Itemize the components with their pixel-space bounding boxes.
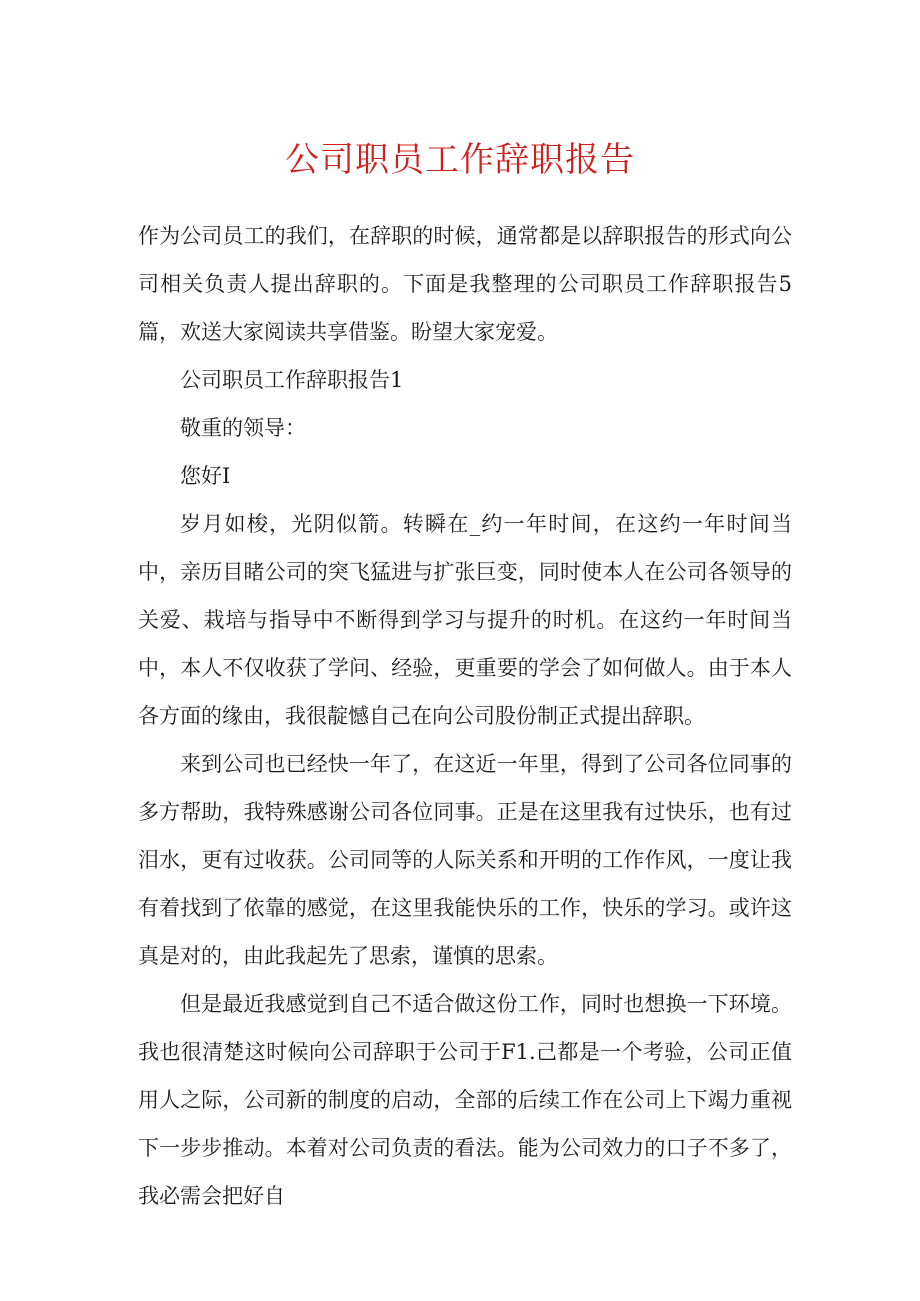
document-title: 公司职员工作辞职报告 [285,140,635,180]
body-paragraph: 但是最近我感觉到自己不适合做这份工作，同时也想换一下环境。我也很清楚这时候向公司辞职于公司于F1.己都是一个考验，公司正值用人之际，公司新的制度的启动，全部的后续工作在公司上下竭力重视下一步步推动。本着对公司负责的看法。能为公司效力的口子不多了，我必需会把好自 [138,992,792,1208]
body-paragraph: 岁月如梭，光阴似箭。转瞬在_约一年时间，在这约一年时间当中，亲历目睹公司的突飞猛进与扩张巨变，同时使本人在公司各领导的关爱、栽培与指导中不断得到学习与提升的时机。在这约一年时间当中，本人不仅收获了学问、经验，更重要的学会了如何做人。由于本人各方面的缘由，我很靛憾自己在向公司股份制正式提出辞职。 [138,512,792,728]
document-body [138,212,792,1220]
greeting: 您好I [180,464,231,488]
intro-paragraph: 作为公司员工的我们，在辞职的时候，通常都是以辞职报告的形式向公司相关负责人提出辞职的。下面是我整理的公司职员工作辞职报告5篇，欢送大家阅读共享借鉴。盼望大家宠爱。 [138,224,792,344]
body-paragraph: 来到公司也已经快一年了，在这近一年里，得到了公司各位同事的多方帮助，我特殊感谢公司各位同事。正是在这里我有过快乐，也有过泪水，更有过收获。公司同等的人际关系和开明的工作作风，一度让我有着找到了依靠的感觉，在这里我能快乐的工作，快乐的学习。或许这真是对的，由此我起先了思索，谨慎的思索。 [138,752,792,968]
salutation: 敬重的领导： [180,416,306,440]
report-heading: 公司职员工作辞职报告1 [180,368,404,392]
